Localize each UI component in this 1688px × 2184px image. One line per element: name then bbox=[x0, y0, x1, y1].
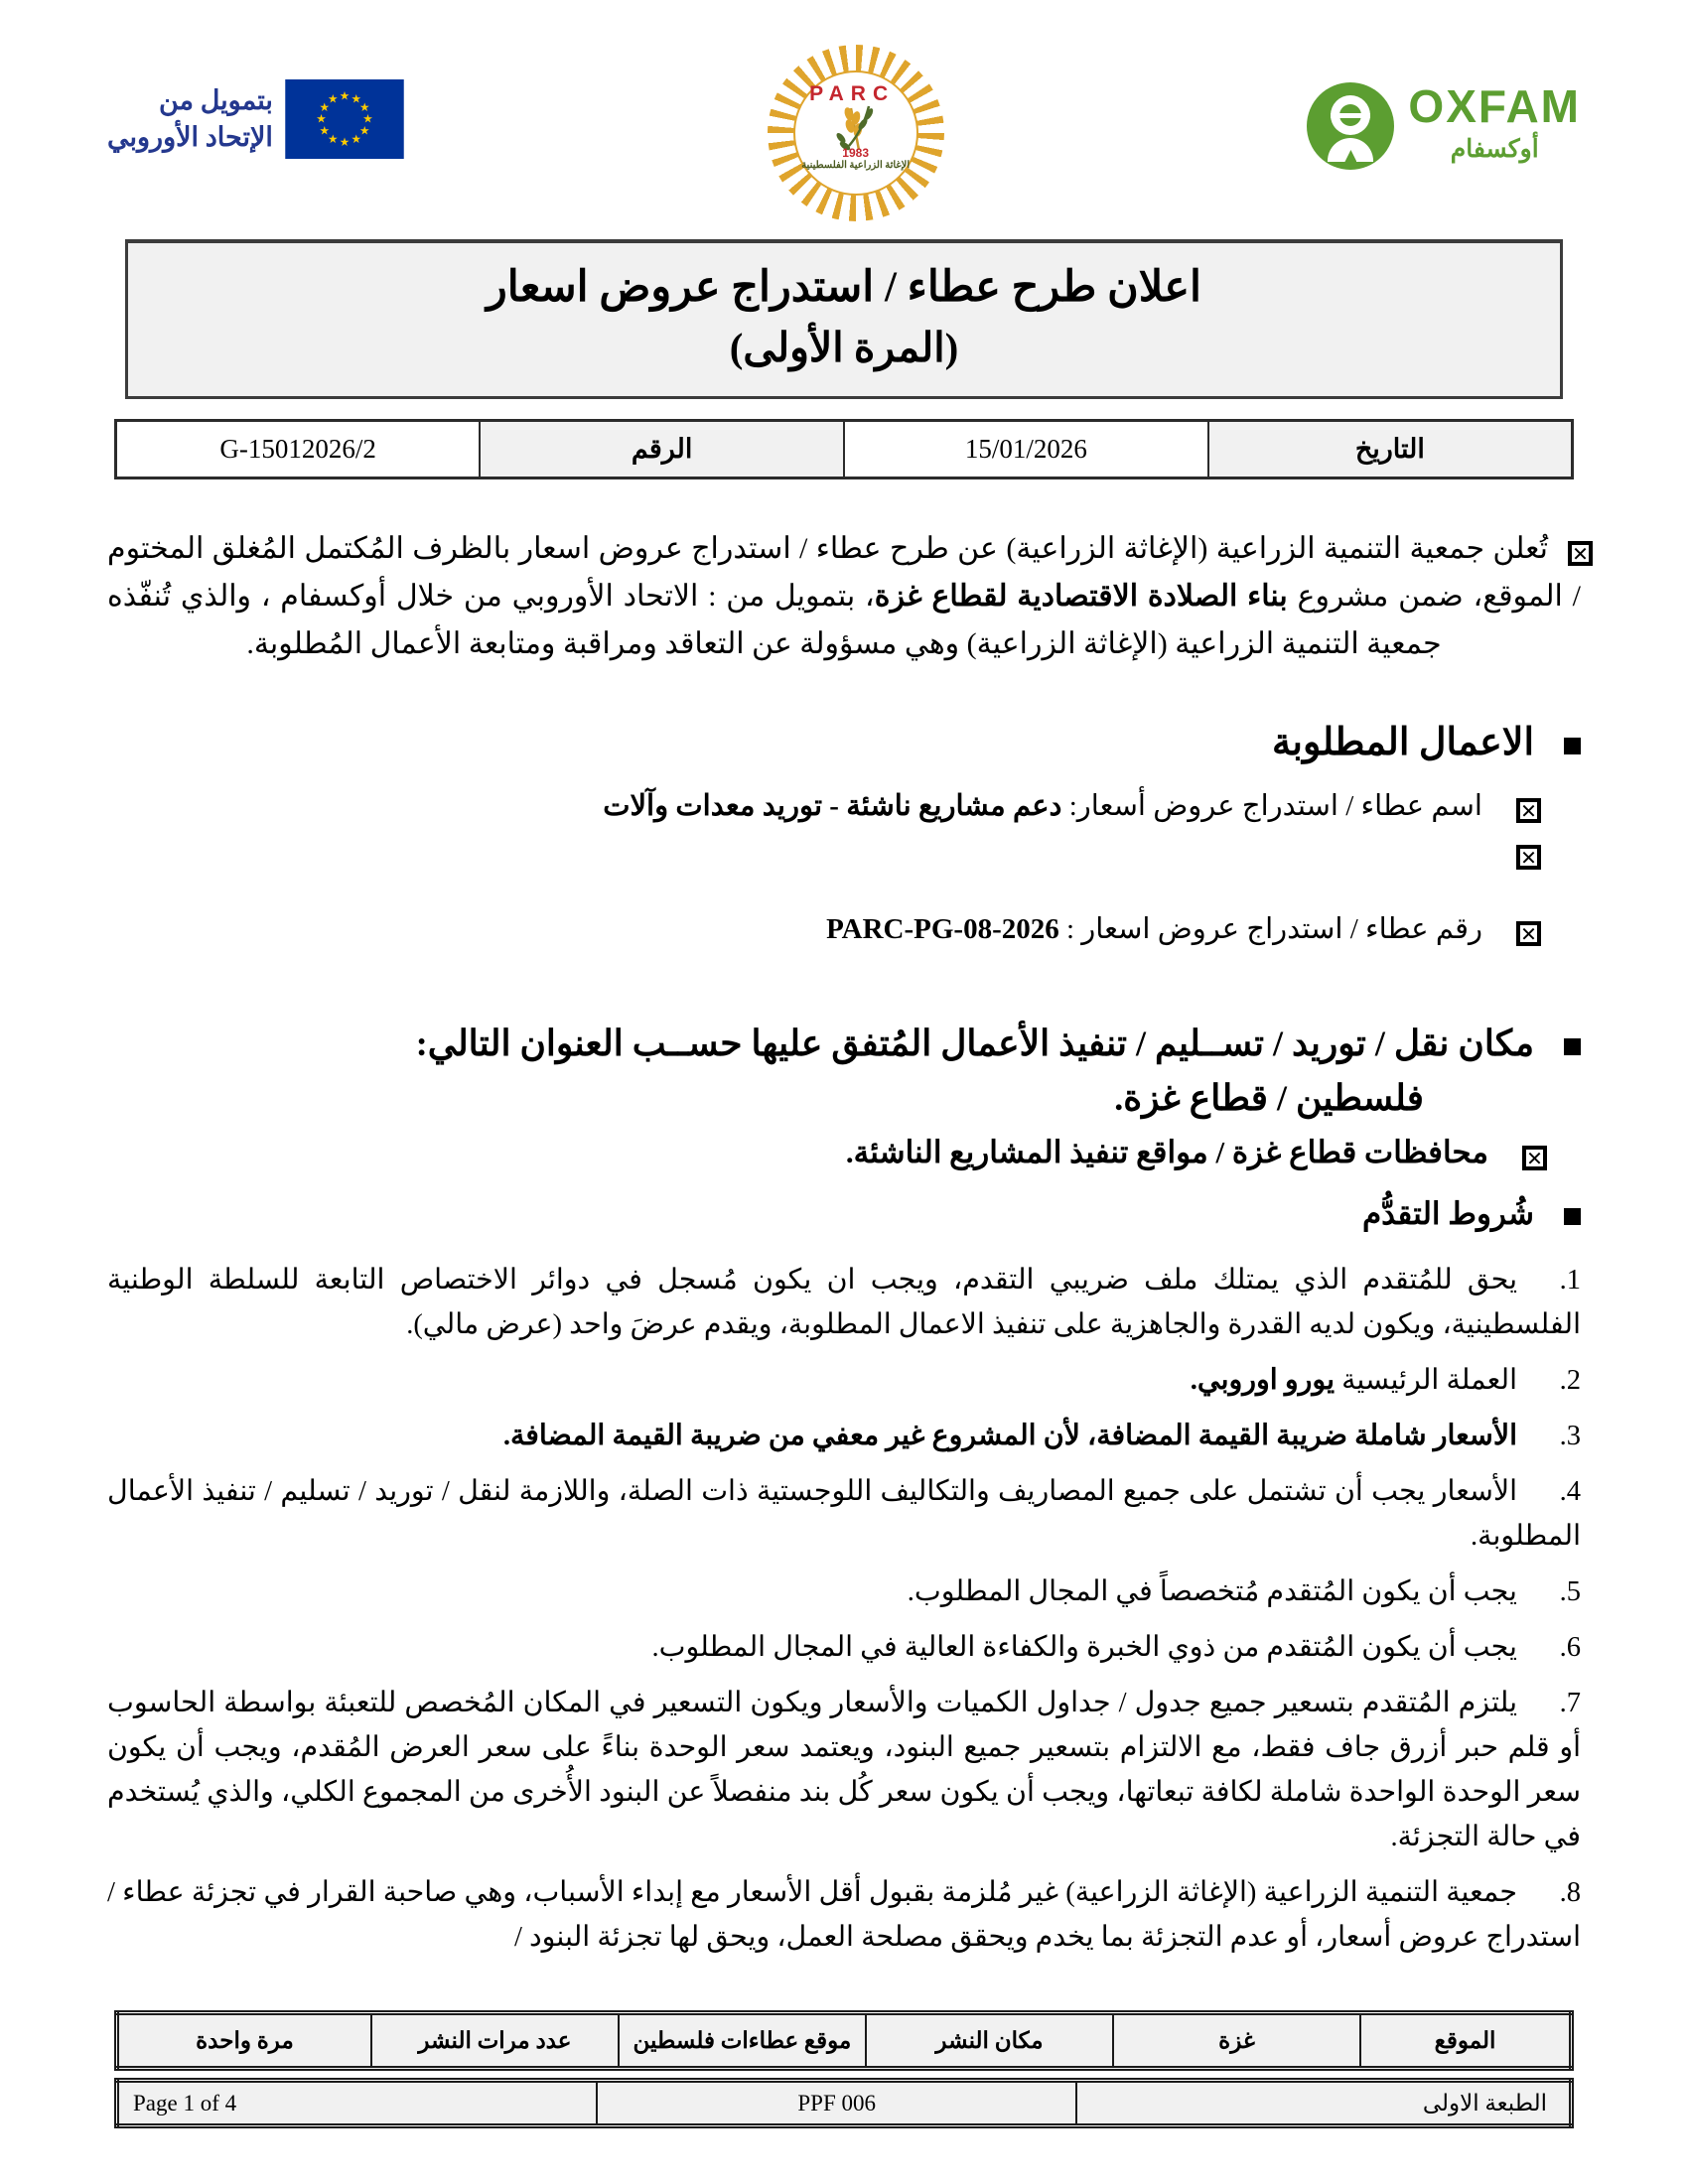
site-value: غزة bbox=[1113, 2013, 1360, 2069]
svg-text:★: ★ bbox=[327, 132, 339, 146]
item-text: يجب أن يكون المُتقدم مُتخصصاً في المجال المطلوب. bbox=[907, 1576, 1517, 1607]
parc-acronym: PARC bbox=[809, 82, 896, 105]
section-heading-location bbox=[107, 1018, 1581, 1069]
publish-count-label: عدد مرات النشر bbox=[371, 2013, 619, 2069]
date-label: التاريخ bbox=[1208, 421, 1573, 478]
location-heading-line1: مكان نقل / توريد / تســليم / تنفيذ الأعمال المُتفق عليها حســب العنوان التالي: bbox=[415, 1024, 1534, 1063]
list-item bbox=[107, 1358, 1581, 1403]
checked-checkbox-icon: ✕ bbox=[1516, 845, 1541, 870]
tender-number-item bbox=[107, 911, 1581, 946]
item-number: 1. bbox=[1559, 1265, 1581, 1296]
svg-text:★: ★ bbox=[362, 111, 373, 126]
svg-text:★: ★ bbox=[327, 91, 339, 106]
checked-checkbox-icon: ✕ bbox=[1568, 541, 1593, 566]
item-number: 6. bbox=[1559, 1632, 1581, 1663]
parc-founding-year: 1983 bbox=[842, 146, 869, 160]
tender-name-item bbox=[107, 788, 1581, 823]
square-bullet-icon bbox=[1564, 738, 1581, 754]
parc-logo bbox=[768, 45, 944, 221]
item-number: 4. bbox=[1559, 1476, 1581, 1507]
tender-number-value: PARC-PG-08-2026 bbox=[826, 913, 1059, 945]
edition-label: الطبعة الاولى bbox=[1076, 2081, 1571, 2126]
announcement-title: اعلان طرح عطاء / استدراج عروض اسعار bbox=[487, 264, 1201, 311]
publication-table bbox=[114, 2010, 1574, 2071]
intro-text-post: ، بتمويل من : الاتحاد الأوروبي من خلال أوكسفام ، والذي تُنفّذه جمعية التنمية الزراعية (الإغاثة الزراعية) وهي مسؤولة عن التعاقد ومراقبة ومتابعة الأعمال المُطلوبة. bbox=[107, 580, 1442, 660]
meta-table bbox=[114, 419, 1574, 479]
location-heading-line2: فلسطين / قطاع غزة. bbox=[1114, 1078, 1424, 1118]
publish-count-value: مرة واحدة bbox=[117, 2013, 371, 2069]
list-item bbox=[107, 1414, 1581, 1458]
list-item bbox=[107, 1681, 1581, 1859]
item-number: 2. bbox=[1559, 1365, 1581, 1396]
item-text-bold: يورو اوروبي. bbox=[1190, 1365, 1336, 1396]
svg-text:★: ★ bbox=[358, 123, 370, 138]
parc-arabic-name: الإغاثة الزراعية الفلسطينية bbox=[801, 160, 911, 171]
item-text-bold: الأسعار شاملة ضريبة القيمة المضافة، لأن المشروع غير معفي من ضريبة القيمة المضافة. bbox=[502, 1421, 1517, 1451]
tender-name-value: دعم مشاريع ناشئة - توريد معدات وآلات bbox=[603, 790, 1062, 822]
intro-paragraph bbox=[107, 525, 1589, 668]
item-text: الأسعار يجب أن تشتمل على جميع المصاريف والتكاليف اللوجستية ذات الصلة، واللازمة لنقل / توريد / تسليم / تنفيذ الأعمال المطلوبة. bbox=[107, 1476, 1581, 1552]
number-label: الرقم bbox=[480, 421, 844, 478]
item-text: العملة الرئيسية bbox=[1335, 1365, 1517, 1396]
intro-text-pre: تُعلن جمعية التنمية الزراعية (الإغاثة الزراعية) عن طرح عطاء / استدراج عروض اسعار بالظرف المُكتمل المُغلق المختوم / الموقع، ضمن مشروع bbox=[107, 532, 1581, 613]
item-text: يلتزم المُتقدم بتسعير جميع جدول / جداول الكميات والأسعار ويكون التسعير في المكان المُخصص للتعبئة بواسطة الحاسوب أو قلم حبر أزرق جاف فقط، مع الالتزام بتسعير جميع البنود، ويعتمد سعر الوحدة بناءً على سعر العرض المُقدم، ويجب أن يكون سعر الوحدة الواحدة شاملة لكافة تبعاتها، ويجب أن يكون سعر كُل بند منفصلاً عن البنود الأُخرى من المجموع الكلي، والذي يُستخدم في حالة التجزئة. bbox=[107, 1688, 1581, 1852]
eu-funding-line2: الإتحاد الأوروبي bbox=[107, 122, 273, 152]
checked-checkbox-icon: ✕ bbox=[1516, 921, 1541, 946]
page-footer bbox=[107, 2010, 1581, 2128]
publish-place-label: مكان النشر bbox=[866, 2013, 1113, 2069]
eu-funding-line1: بتمويل من bbox=[158, 85, 273, 115]
square-bullet-icon bbox=[1564, 1208, 1581, 1225]
eu-funding-logo bbox=[107, 79, 404, 159]
item-text: يحق للمُتقدم الذي يمتلك ملف ضريبي التقدم، ويجب ان يكون مُسجل في دوائر الاختصاص التابعة للسلطة الوطنية الفلسطينية، ويكون لديه القدرة والجاهزية على تنفيذ الاعمال المطلوبة، ويقدم عرضَ واحد (عرض مالي). bbox=[107, 1265, 1581, 1340]
svg-text:★: ★ bbox=[316, 111, 327, 126]
list-item bbox=[107, 1625, 1581, 1670]
list-item bbox=[107, 1570, 1581, 1614]
checked-checkbox-icon: ✕ bbox=[1522, 1146, 1547, 1170]
empty-checkbox-item bbox=[107, 837, 1581, 870]
document-info-table bbox=[114, 2078, 1574, 2128]
square-bullet-icon bbox=[1564, 1038, 1581, 1055]
svg-text:★: ★ bbox=[319, 123, 330, 138]
item-number: 8. bbox=[1559, 1877, 1581, 1908]
intro-project-name: بناء الصلادة الاقتصادية لقطاع غزة bbox=[874, 580, 1288, 613]
section-heading-works bbox=[107, 720, 1581, 764]
form-code: PPF 006 bbox=[597, 2081, 1076, 2126]
svg-text:★: ★ bbox=[339, 135, 351, 150]
logos-row bbox=[0, 0, 1688, 213]
item-text: يجب أن يكون المُتقدم من ذوي الخبرة والكفاءة العالية في المجال المطلوب. bbox=[651, 1632, 1517, 1663]
publish-place-value: موقع عطاءات فلسطين bbox=[619, 2013, 866, 2069]
page-number: Page 1 of 4 bbox=[117, 2081, 597, 2126]
svg-text:★: ★ bbox=[351, 91, 361, 106]
svg-text:★: ★ bbox=[319, 100, 330, 114]
wheat-olive-icon bbox=[825, 104, 887, 152]
announcement-title-box bbox=[125, 239, 1563, 399]
tender-number-label: رقم عطاء / استدراج عروض اسعار : bbox=[1058, 913, 1482, 945]
oxfam-arabic-name: أوكسفام bbox=[1450, 135, 1539, 163]
works-heading: الاعمال المطلوبة bbox=[1272, 722, 1534, 763]
table-row bbox=[117, 2081, 1572, 2126]
item-number: 5. bbox=[1559, 1576, 1581, 1607]
svg-text:★: ★ bbox=[351, 132, 361, 146]
svg-text:★: ★ bbox=[358, 100, 370, 114]
list-item bbox=[107, 1870, 1581, 1960]
oxfam-logo bbox=[1307, 82, 1581, 170]
number-value: G-15012026/2 bbox=[116, 421, 481, 478]
oxfam-person-icon bbox=[1307, 82, 1394, 170]
conditions-heading: شُروط التقدُّم bbox=[1361, 1196, 1534, 1231]
location-item-text: محافظات قطاع غزة / مواقع تنفيذ المشاريع الناشئة. bbox=[845, 1135, 1488, 1169]
location-item bbox=[107, 1135, 1581, 1170]
eu-flag-icon bbox=[285, 79, 404, 159]
checked-checkbox-icon: ✕ bbox=[1516, 798, 1541, 823]
tender-name-label: اسم عطاء / استدراج عروض أسعار: bbox=[1061, 790, 1482, 822]
list-item bbox=[107, 1469, 1581, 1559]
table-row bbox=[116, 421, 1573, 478]
announcement-round: (المرة الأولى) bbox=[729, 325, 959, 370]
list-item bbox=[107, 1258, 1581, 1347]
oxfam-wordmark: OXFAM bbox=[1408, 80, 1581, 132]
section-heading-conditions bbox=[107, 1196, 1581, 1232]
conditions-list bbox=[107, 1258, 1581, 1960]
item-number: 7. bbox=[1559, 1688, 1581, 1718]
item-number: 3. bbox=[1559, 1421, 1581, 1451]
site-label: الموقع bbox=[1360, 2013, 1571, 2069]
table-row bbox=[117, 2013, 1572, 2069]
date-value: 15/01/2026 bbox=[844, 421, 1208, 478]
item-text: جمعية التنمية الزراعية (الإغاثة الزراعية) غير مُلزمة بقبول أقل الأسعار مع إبداء الأسباب، وهي صاحبة القرار في تجزئة عطاء / استدراج عروض أسعار، أو عدم التجزئة بما يخدم ويحقق مصلحة العمل، ويحق لها تجزئة البنود / bbox=[107, 1877, 1581, 1953]
svg-text:★: ★ bbox=[339, 88, 351, 103]
